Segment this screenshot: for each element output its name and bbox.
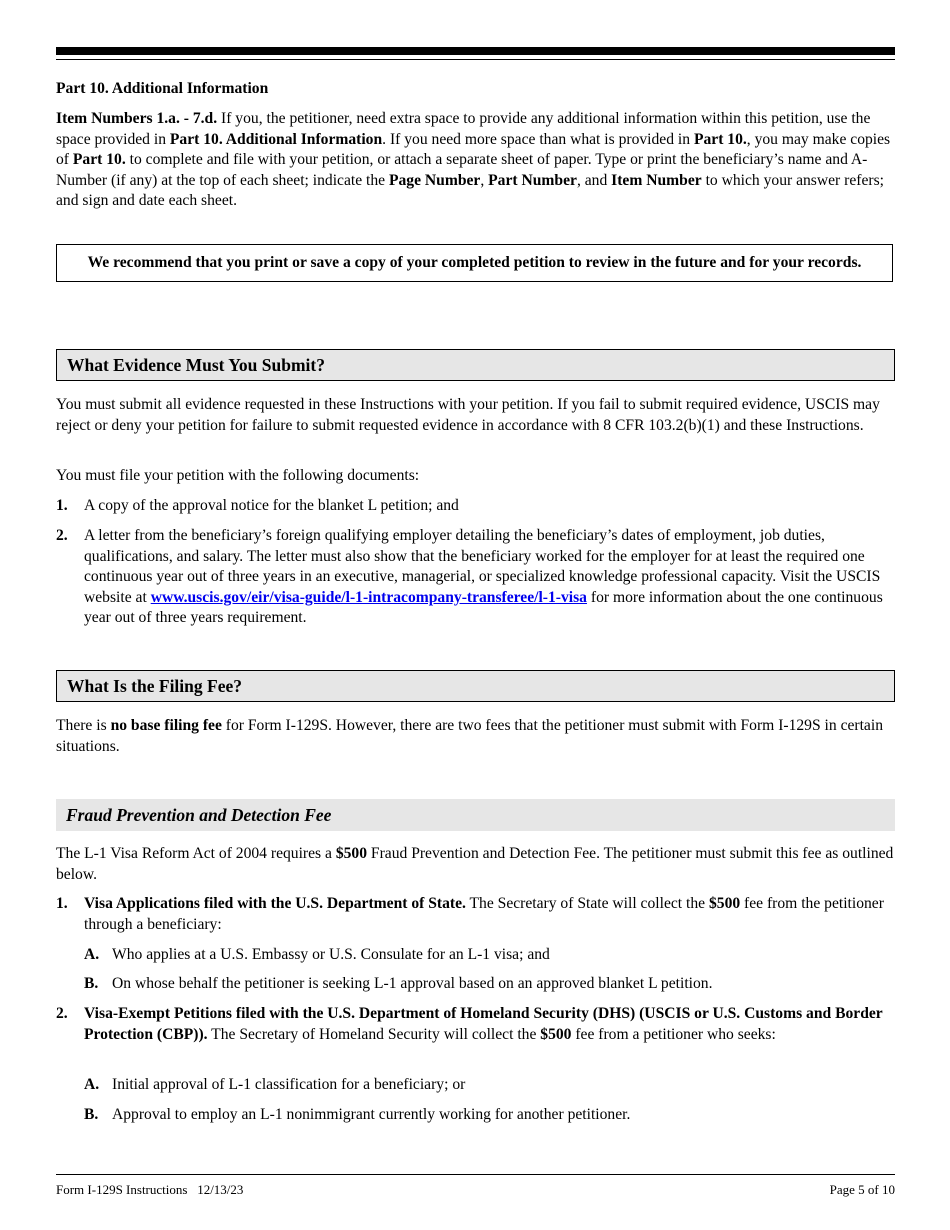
sub-list-item <box>84 945 895 966</box>
list-item <box>56 894 895 935</box>
fraud-fee-subheading: Fraud Prevention and Detection Fee <box>56 799 895 831</box>
item-numbers-label: Item Numbers 1.a. - 7.d. <box>56 110 218 127</box>
sub-list-letter: B. <box>84 1106 99 1123</box>
list-number: 1. <box>56 497 68 514</box>
list-item <box>56 496 895 517</box>
text: . If you need more space than what is provided in <box>382 130 694 148</box>
text: Part Number <box>488 171 577 189</box>
text: The L-1 Visa Reform Act of 2004 requires a <box>56 845 336 862</box>
list-text <box>84 894 895 935</box>
text: $500 <box>708 895 741 912</box>
text: to which your answer refers; and sign and date each sheet. <box>56 171 884 210</box>
sub-list-item <box>84 1075 895 1096</box>
footer-form-id: Form I-129S Instructions 12/13/23 <box>56 1182 244 1197</box>
sub-list-item <box>84 974 895 995</box>
text: Page Number <box>388 171 481 189</box>
text: for more information about the one continuous year out of three years requirement. <box>84 588 883 627</box>
text: The Secretary of State will collect the <box>465 895 709 912</box>
text: Item Number <box>611 171 702 189</box>
text: Part 10. <box>72 151 126 169</box>
text: , you may make copies of <box>56 130 891 169</box>
sub-list-letter: B. <box>84 975 99 992</box>
list-text <box>84 1004 895 1045</box>
list-number: 2. <box>56 527 68 544</box>
sub-list-text: Who applies at a U.S. Embassy or U.S. Consulate for an L-1 visa; and <box>112 946 550 963</box>
sub-list-letter: A. <box>84 946 100 963</box>
list-number: 1. <box>56 895 68 912</box>
text: no base filing fee <box>110 717 222 734</box>
list-text: A copy of the approval notice for the blanket L petition; and <box>84 497 459 514</box>
list-text <box>84 526 895 629</box>
text: A letter from the beneficiary’s foreign qualifying employer detailing the beneficiary’s dates of employment, job duties, qualifications, and salary. The letter must also show that the beneficiary worked for the employer for at least the required one continuous year out of three years in an executive, managerial, or specialized knowledge professional capacity. Visit the USCIS website at <box>84 527 881 606</box>
footer-rule <box>56 1174 895 1175</box>
sub-list-item <box>84 1105 895 1126</box>
text: $500 <box>540 1025 572 1043</box>
text: Visa-Exempt Petitions filed with the U.S. Department of Homeland Security (DHS) (USCIS or U.S. Customs and Border Protection (CBP)). <box>84 1005 883 1043</box>
evidence-intro: You must file your petition with the following documents: <box>56 467 420 484</box>
text: Visa Applications filed with the U.S. Department of State. <box>84 895 466 912</box>
text: $500 <box>335 845 368 862</box>
evidence-paragraph: You must submit all evidence requested in these Instructions with your petition. If you fail to submit required evidence, USCIS may reject or deny your petition for failure to submit requested evidence in accordance with 8 CFR 103.2(b)(1) and these Instructions. <box>56 396 880 434</box>
uscis-l1-visa-link[interactable]: www.uscis.gov/eir/visa-guide/l-1-intracompany-transferee/l-1-visa <box>150 588 587 606</box>
header-rule-thin <box>56 59 895 60</box>
sub-list-text: Approval to employ an L-1 nonimmigrant currently working for another petitioner. <box>112 1106 631 1123</box>
sub-list-text: Initial approval of L-1 classification for a beneficiary; or <box>112 1076 466 1093</box>
text: to complete and file with your petition, or attach a separate sheet of paper. Type or print the beneficiary’s name and A-Number (if any) at the top of each sheet; indicate the <box>56 151 868 189</box>
part10-heading: Part 10. Additional Information <box>56 80 269 97</box>
text: , <box>480 171 489 189</box>
filing-fee-section-heading: What Is the Filing Fee? <box>56 670 895 702</box>
text: for Form I-129S. However, there are two fees that the petitioner must submit with Form I-129S in certain situations. <box>56 717 883 755</box>
text: Part 10. Additional Information <box>169 130 383 148</box>
recommendation-box <box>56 244 893 282</box>
evidence-section-heading: What Evidence Must You Submit? <box>56 349 895 381</box>
list-item <box>56 526 895 629</box>
sub-list-text: On whose behalf the petitioner is seeking L-1 approval based on an approved blanket L petition. <box>112 975 713 992</box>
fraud-fee-paragraph <box>56 844 895 885</box>
text: Fraud Prevention and Detection Fee. The petitioner must submit this fee as outlined below. <box>56 845 894 883</box>
list-number: 2. <box>56 1005 68 1022</box>
text: fee from the petitioner through a beneficiary: <box>84 895 884 933</box>
part10-paragraph <box>56 109 895 212</box>
header-rule-thick <box>56 47 895 55</box>
text: The Secretary of Homeland Security will collect the <box>207 1025 541 1043</box>
text: fee from a petitioner who seeks: <box>571 1025 776 1043</box>
text: There is <box>56 717 111 734</box>
footer-page-number: Page 5 of 10 <box>829 1182 895 1197</box>
list-item <box>56 1004 895 1045</box>
recommendation-text: We recommend that you print or save a copy of your completed petition to review in the future and for your records. <box>87 254 862 271</box>
filing-fee-paragraph <box>56 716 895 757</box>
text: Part 10. <box>693 130 747 148</box>
text: , and <box>576 171 612 189</box>
sub-list-letter: A. <box>84 1076 100 1093</box>
text: If you, the petitioner, need extra space to provide any additional information within this petition, use the space provided in <box>56 110 871 148</box>
